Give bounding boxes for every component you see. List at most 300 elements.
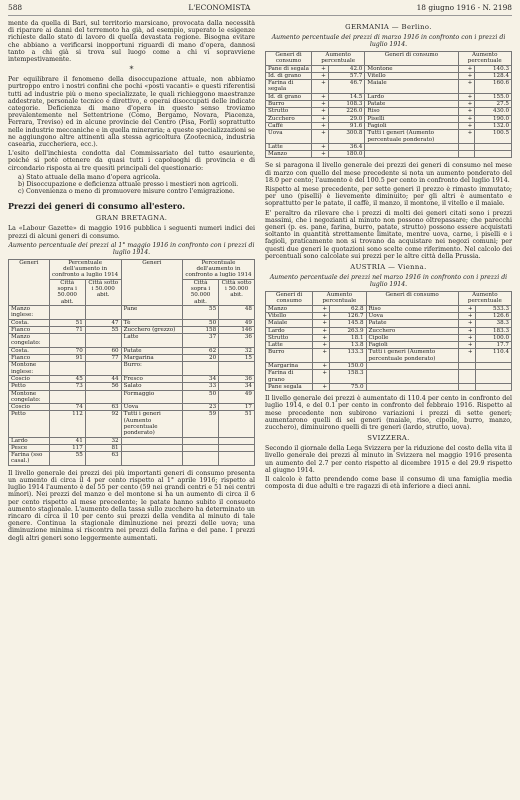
de-price-table: [265, 51, 512, 158]
table-cell: [475, 370, 511, 384]
table-row: [9, 355, 255, 362]
table-cell: 73: [49, 383, 85, 390]
table-cell: 46.7: [328, 80, 365, 94]
table-cell: [366, 370, 458, 384]
table-row: [266, 93, 512, 100]
country-heading: GERMANIA — Berlino.: [345, 23, 432, 31]
paragraph: Secondo il giornale della Lega Svizzera per la riduzione del costo della vita il livello generale dei prezzi al minuto in Svizzera nel maggio 1916 presenta un aumento del 2.7 per cento rispetto al dicembre 1915 e del 29.9 rispetto al giugno 1914.: [265, 445, 512, 474]
table-row: [266, 80, 512, 94]
table-cell: Formaggio: [121, 390, 182, 404]
table-row: [266, 342, 512, 349]
table-cell: Margarina: [266, 363, 313, 370]
table-cell: Montone congelato:: [9, 390, 50, 404]
table-cell: [85, 334, 121, 348]
table-row: [266, 72, 512, 79]
table-cell: 160.6: [475, 80, 512, 94]
table-cell: Tè: [121, 319, 182, 326]
table-cell: 57.7: [328, 72, 365, 79]
table-cell: Strutto: [266, 334, 313, 341]
table-cell: [365, 143, 458, 150]
table-cell: Riso: [365, 108, 458, 115]
table-cell: [49, 305, 85, 319]
table-cell: Maiale: [266, 320, 313, 327]
country-heading: GRAN BRETAGNA.: [95, 214, 168, 223]
paragraph: Il livello generale dei prezzi dei più importanti generi di consumo presenta un aumento di circa il 4 per cento rispetto al 1° aprile 1916; rispetto al luglio 1914 l'aumento è del 55 per cento (59 nei grandi centri e 51 nei centri minori). Nei prezzi del manzo e del montone si ha un aumento di circa il 6 per cento rispetto al mese precedente; le patate hanno subito il consueto aumento stagionale. L'aumento della tassa sullo zucchero ha determinato un rincaro di circa il 10 per cento sui prezzi della vendita al minuto di tale genere. Continua la stagionale diminuzione nei prezzi delle uova; una diminuzione minima si riscontra nei prezzi della farina e del pane. I prezzi degli altri generi sono leggermente aumentati.: [8, 469, 255, 542]
table-cell: 49: [219, 390, 255, 404]
table-row: [9, 444, 255, 451]
table-cell: 180.0: [328, 151, 365, 158]
table-cell: 44: [85, 375, 121, 382]
table-cell: +: [313, 342, 330, 349]
section-title: Prezzi dei generi di consumo all'estero.: [8, 201, 185, 212]
table-cell: Lardo: [266, 327, 313, 334]
table-cell: 37: [182, 334, 218, 348]
table-cell: Caffè: [266, 122, 312, 129]
table-cell: 263.9: [330, 327, 366, 334]
table-cell: [121, 452, 182, 466]
table-cell: +: [458, 327, 475, 334]
table-cell: Uova: [121, 404, 182, 411]
table-cell: Patate: [365, 101, 458, 108]
table-cell: 42.0: [328, 65, 365, 72]
table-cell: 56: [85, 383, 121, 390]
table-row: [266, 108, 512, 115]
table-cell: +: [458, 80, 475, 94]
paragraph: Rispetto al mese precedente, per sette generi il prezzo è rimasto immutato; per uno (piselli) è lievemente diminuito; per gli altri è aumentato e soprattutto per le patate, il caffè, il manzo, il montone, il vitello e il maiale.: [265, 186, 512, 208]
table-cell: +: [458, 320, 475, 327]
table-cell: 50: [182, 319, 218, 326]
country-heading: SVIZZERA.: [367, 434, 410, 443]
table-cell: +: [458, 342, 475, 349]
table-cell: 51: [219, 411, 255, 437]
table-cell: 59: [182, 411, 218, 437]
table-cell: [121, 444, 182, 451]
table-cell: Tutti i generi (Aumento percentuale ponderato): [365, 130, 458, 144]
table-cell: 38.3: [475, 320, 511, 327]
table-cell: 533.3: [475, 305, 511, 312]
table-cell: Latte: [266, 342, 313, 349]
table-cell: [182, 362, 218, 376]
table-cell: 145.8: [330, 320, 366, 327]
table-cell: 71: [49, 326, 85, 333]
table-cell: Zucchero: [266, 115, 312, 122]
table-cell: +: [313, 334, 330, 341]
table-cell: 50: [182, 390, 218, 404]
table-cell: Coscio: [9, 375, 50, 382]
table-cell: 70: [49, 347, 85, 354]
table-cell: Petto: [9, 383, 50, 390]
page-header: [8, 3, 512, 16]
table-cell: [458, 383, 475, 390]
table-cell: 146: [219, 326, 255, 333]
table-row: [266, 327, 512, 334]
table-cell: 45: [49, 375, 85, 382]
column-header: Generi di consumo: [366, 292, 458, 306]
table-cell: 34: [219, 383, 255, 390]
table-cell: Zucchero: [366, 327, 458, 334]
table-cell: 41: [49, 437, 85, 444]
table-cell: [49, 390, 85, 404]
table-cell: Coscio: [9, 404, 50, 411]
paragraph: E' peraltro da rilevare che i prezzi di molti dei generi citati sono i prezzi massimi, che i negozianti al minuto non possono oltrepassare; che parecchi generi (p. es. pane, farina, burro, patate, strutto) possono essere acquistati soltanto in quantità strettamente limitate, mentre uova, carne, i piselli e i fagioli, praticamente non si trovano da acquistare nei negozi comuni; per questi due generi le quotazioni sono scelte come riferimento. Nel calcolo dei percentuali sono calcolate sui prezzi per le altre città della Prussia.: [265, 209, 512, 260]
table-cell: +: [313, 370, 330, 384]
table-cell: 34: [182, 375, 218, 382]
table-cell: 15: [219, 355, 255, 362]
table-row: [9, 326, 255, 333]
table-row: [9, 305, 255, 319]
table-cell: Farina di grano: [266, 370, 313, 384]
table-cell: [182, 437, 218, 444]
paragraph: Il livello generale dei prezzi è aumentato di 110.4 per cento in confronto del luglio 1914, e del 0.1 per cento in confronto del febbraio 1916. Rispetto al mese precedente non subirono variazioni i prezzi di sette generi; aumentarono quelli di sei generi (maiale, riso, cipolle, burro, manzo, zucchero), diminuirono quelli di tre generi (lardo, strutto, uova).: [265, 395, 512, 432]
table-row: [9, 319, 255, 326]
table-cell: 51: [49, 319, 85, 326]
table-cell: Lardo: [9, 437, 50, 444]
table-cell: Vitello: [365, 72, 458, 79]
table-row: [9, 411, 255, 437]
table-cell: 77: [85, 355, 121, 362]
paragraph: Se si paragona il livello generale dei prezzi dei generi di consumo nel mese di marzo con quello del mese precedente si nota un aumento ponderato del 18.0 per cento; l'aumento è del 100.5 per cento in confronto del luglio 1914.: [265, 162, 512, 184]
table-cell: +: [458, 72, 475, 79]
table-row: [266, 349, 512, 363]
table-cell: Patate: [121, 347, 182, 354]
table-row: [266, 312, 512, 319]
column-header: Generi di consumo: [266, 292, 313, 306]
column-header: Aumento percentuale: [311, 52, 364, 66]
table-cell: 81: [85, 444, 121, 451]
table-cell: 47: [85, 319, 121, 326]
table-cell: [458, 143, 475, 150]
table-cell: Fianco: [9, 326, 50, 333]
questions-list: [8, 174, 255, 196]
table-cell: +: [313, 320, 330, 327]
table-row: [266, 143, 512, 150]
table-cell: 18.1: [330, 334, 366, 341]
list-item: a) Stato attuale della mano d'opera agricola.: [18, 173, 161, 181]
table-cell: 32: [219, 347, 255, 354]
table-cell: +: [311, 101, 328, 108]
table-cell: 128.4: [475, 72, 512, 79]
table-caption: Aumento percentuale dei prezzi al 1° maggio 1916 in confronto con i prezzi di luglio 1914.: [8, 241, 255, 256]
table-cell: [85, 362, 121, 376]
intro-paragraph: mente da quella di Bari, sul territorio marsicano, provocata dalla necessità di riparare ai danni del terremoto ha già, ad esempio, superato le esigenze richieste dallo stato di lavoro di quella devastata regione. Bisogna evitare che abbiano a verificarsi inopportuni riguardi di mano d'opera, dannosi tanto a chi già si trova sul luogo come a chi vi sopravviene intempestivamente.: [8, 20, 255, 64]
table-row: [9, 404, 255, 411]
table-cell: 126.7: [330, 312, 366, 319]
table-body: [266, 305, 512, 391]
table-cell: [85, 390, 121, 404]
table-cell: Burro:: [121, 362, 182, 376]
table-cell: 133.3: [330, 349, 366, 363]
page-number: 588: [8, 3, 23, 12]
table-cell: 100.0: [475, 334, 511, 341]
table-cell: [219, 452, 255, 466]
table-row: [9, 452, 255, 466]
column-header: Generi di consumo: [365, 52, 458, 66]
table-row: [266, 130, 512, 144]
table-cell: Patate: [366, 320, 458, 327]
table-row: [266, 334, 512, 341]
table-cell: Tutti i generi (Aumento percentuale ponderato): [121, 411, 182, 437]
table-cell: +: [311, 65, 328, 72]
table-cell: [219, 444, 255, 451]
table-cell: +: [458, 108, 475, 115]
journal-title: L'ECONOMISTA: [188, 3, 251, 12]
table-cell: 100.5: [475, 130, 512, 144]
table-cell: [475, 151, 512, 158]
table-cell: +: [311, 93, 328, 100]
table-cell: Id. di grano: [266, 93, 312, 100]
table-cell: 108.3: [328, 101, 365, 108]
table-cell: Uova: [266, 130, 312, 144]
table-cell: +: [311, 115, 328, 122]
table-cell: 55: [85, 326, 121, 333]
table-cell: +: [311, 130, 328, 144]
table-cell: 33: [182, 383, 218, 390]
table-cell: 110.4: [475, 349, 511, 363]
table-cell: +: [458, 101, 475, 108]
table-row: [9, 362, 255, 376]
table-row: [266, 122, 512, 129]
table-row: [266, 320, 512, 327]
table-cell: Fagioli: [366, 342, 458, 349]
table-cell: 91.6: [328, 122, 365, 129]
column-header: Generi: [9, 259, 50, 305]
table-cell: Salato: [121, 383, 182, 390]
paragraph: Il calcolo è fatto prendendo come base il consumo di una famiglia media composta di due adulti e tre ragazzi di età inferiore a dieci anni.: [265, 476, 512, 491]
table-cell: [219, 437, 255, 444]
table-row: [266, 305, 512, 312]
table-row: [266, 101, 512, 108]
table-cell: Vitello: [266, 312, 313, 319]
table-cell: Costa.: [9, 319, 50, 326]
table-cell: Margarina: [121, 355, 182, 362]
at-price-table: [265, 291, 512, 391]
table-cell: +: [458, 115, 475, 122]
table-cell: Lardo: [365, 93, 458, 100]
table-cell: 27.5: [475, 101, 512, 108]
table-cell: 74: [49, 404, 85, 411]
table-cell: [458, 151, 475, 158]
column-header: Città sotto i 50.000 abit.: [219, 279, 255, 305]
table-cell: 150.0: [330, 363, 366, 370]
column-header: Percentuale dell'aumento in confronto a luglio 1914: [182, 259, 254, 279]
table-cell: 155.0: [475, 93, 512, 100]
table-cell: 49: [219, 319, 255, 326]
section-separator: *: [129, 65, 134, 75]
table-row: [266, 65, 512, 72]
table-cell: 226.0: [328, 108, 365, 115]
table-cell: Costa.: [9, 347, 50, 354]
table-cell: +: [313, 312, 330, 319]
table-cell: Manzo inglese:: [9, 305, 50, 319]
table-cell: Montone inglese:: [9, 362, 50, 376]
column-header: Aumento percentuale: [313, 292, 366, 306]
table-cell: 55: [182, 305, 218, 319]
table-cell: +: [313, 327, 330, 334]
table-cell: 17: [219, 404, 255, 411]
column-header: Città sotto i 50.000 abit.: [85, 279, 121, 305]
table-cell: [182, 452, 218, 466]
table-row: [9, 347, 255, 354]
table-cell: Pesce: [9, 444, 50, 451]
table-cell: Burro: [266, 349, 313, 363]
table-cell: +: [311, 108, 328, 115]
table-cell: 91: [49, 355, 85, 362]
table-cell: 140.3: [475, 65, 512, 72]
table-cell: [458, 363, 475, 370]
table-row: [9, 383, 255, 390]
table-cell: [475, 143, 512, 150]
table-cell: Burro: [266, 101, 312, 108]
table-cell: [366, 383, 458, 390]
table-cell: 48: [219, 305, 255, 319]
table-cell: +: [313, 305, 330, 312]
column-header: Generi: [121, 259, 182, 305]
table-cell: 23: [182, 404, 218, 411]
table-row: [266, 370, 512, 384]
table-cell: +: [458, 93, 475, 100]
table-cell: 183.3: [475, 327, 511, 334]
table-cell: +: [313, 383, 330, 390]
column-header: Città sopra i 50.000 abit.: [49, 279, 85, 305]
table-cell: Tutti i generi (Aumento percentuale ponderato): [366, 349, 458, 363]
table-cell: 36: [219, 334, 255, 348]
table-cell: Cipolle: [366, 334, 458, 341]
table-cell: 63: [85, 452, 121, 466]
table-cell: [49, 362, 85, 376]
table-cell: [121, 437, 182, 444]
table-cell: Zucchero (grezzo): [121, 326, 182, 333]
table-cell: +: [311, 151, 328, 158]
table-cell: Id. di grano: [266, 72, 312, 79]
table-cell: Fagioli: [365, 122, 458, 129]
column-header: Generi di consumo: [266, 52, 312, 66]
country-heading: AUSTRIA — Vienna.: [350, 263, 427, 272]
table-cell: 430.0: [475, 108, 512, 115]
table-cell: [475, 383, 511, 390]
paragraph: La «Labour Gazette» di maggio 1916 pubblica i seguenti numeri indici dei prezzi di alcuni generi di consumo.: [8, 225, 255, 240]
table-cell: +: [458, 334, 475, 341]
table-cell: 75.0: [330, 383, 366, 390]
table-cell: Manzo: [266, 151, 312, 158]
column-header: Aumento percentuale: [458, 52, 512, 66]
table-cell: +: [458, 65, 475, 72]
table-cell: 14.5: [328, 93, 365, 100]
table-cell: 36: [219, 375, 255, 382]
table-body: [9, 305, 255, 465]
issue-date: 18 giugno 1916 - N. 2198: [416, 3, 512, 12]
table-cell: +: [458, 130, 475, 144]
table-cell: 158.3: [330, 370, 366, 384]
table-cell: +: [311, 72, 328, 79]
table-cell: [219, 362, 255, 376]
table-cell: Strutto: [266, 108, 312, 115]
table-cell: Latte: [121, 334, 182, 348]
table-row: [9, 437, 255, 444]
table-cell: Farina di segala: [266, 80, 312, 94]
table-cell: 20: [182, 355, 218, 362]
list-item: b) Disoccupazione e deficienza attuale presso i mestieri non agricoli.: [18, 181, 239, 189]
left-column: [8, 20, 255, 795]
table-cell: Fresco: [121, 375, 182, 382]
table-cell: Piselli: [365, 115, 458, 122]
table-cell: 63: [85, 404, 121, 411]
table-cell: [365, 151, 458, 158]
table-cell: 126.6: [475, 312, 511, 319]
table-cell: 190.0: [475, 115, 512, 122]
list-item: c) Convenienza o meno di promuovere misure contro l'emigrazione.: [18, 188, 235, 196]
column-header: Città sopra i 50.000 abit.: [182, 279, 218, 305]
table-cell: [85, 305, 121, 319]
table-cell: Pane di segala: [266, 65, 312, 72]
table-cell: +: [313, 349, 330, 363]
table-row: [266, 115, 512, 122]
table-cell: 117: [49, 444, 85, 451]
table-row: [9, 334, 255, 348]
table-cell: 92: [85, 411, 121, 437]
table-cell: +: [458, 349, 475, 363]
table-body: [266, 65, 512, 158]
table-cell: Pane: [121, 305, 182, 319]
table-cell: +: [311, 143, 328, 150]
table-cell: Riso: [366, 305, 458, 312]
table-cell: +: [313, 363, 330, 370]
table-cell: 29.0: [328, 115, 365, 122]
table-row: [9, 390, 255, 404]
gb-price-table: [8, 259, 255, 466]
column-header: Percentuale dell'aumento in confronto a luglio 1914: [49, 259, 121, 279]
paragraph: L'esito dell'inchiesta condotta dal Commissariato del tutto esauriente, poiché si potè ottenere da quasi tutti i capoluoghi di provincia e di circondario risposta ai tre quesiti principali del questionario:: [8, 150, 255, 172]
table-cell: 13.8: [330, 342, 366, 349]
table-cell: 62.8: [330, 305, 366, 312]
table-cell: [458, 370, 475, 384]
table-cell: Maiale: [365, 80, 458, 94]
right-column: [265, 20, 512, 795]
table-cell: 32: [85, 437, 121, 444]
table-cell: 112: [49, 411, 85, 437]
table-row: [266, 383, 512, 390]
table-cell: [49, 334, 85, 348]
table-caption: Aumento percentuale dei prezzi nel marzo 1916 in confronto con i prezzi di luglio 1914.: [269, 274, 508, 289]
table-row: [266, 151, 512, 158]
table-cell: 158: [182, 326, 218, 333]
table-cell: +: [458, 122, 475, 129]
table-cell: 55: [49, 452, 85, 466]
table-row: [266, 363, 512, 370]
table-cell: 17.7: [475, 342, 511, 349]
table-cell: +: [311, 122, 328, 129]
column-header: Aumento percentuale: [458, 292, 511, 306]
table-cell: Uova: [366, 312, 458, 319]
table-cell: Manzo congelato:: [9, 334, 50, 348]
table-cell: 60: [85, 347, 121, 354]
table-cell: Montone: [365, 65, 458, 72]
table-cell: +: [311, 80, 328, 94]
table-cell: [182, 444, 218, 451]
table-cell: Latte: [266, 143, 312, 150]
table-caption: Aumento percentuale dei prezzi di marzo 1916 in confronto con i prezzi di luglio 1914.: [271, 34, 506, 48]
table-cell: Fianco: [9, 355, 50, 362]
table-cell: Petto: [9, 411, 50, 437]
table-cell: Pane segala: [266, 383, 313, 390]
table-cell: 62: [182, 347, 218, 354]
table-cell: 132.0: [475, 122, 512, 129]
table-cell: Manzo: [266, 305, 313, 312]
table-cell: [475, 363, 511, 370]
paragraph: Per equilibrare il fenomeno della disoccupazione attuale, non abbiamo purtroppo entro i nostri confini che pochi «posti vacanti» e questi riferentisi tutti ad industrie più o meno specializzate, le quali richieggono maestranze addestrate, personale tecnico e direttivo, e operai disoccupati delle indicate categorie. Deficienza di mano d'opera in questo senso troviamo prevalentemente nel Settentrione (Como, Bergamo, Novara, Piacenza, Ferrara, Treviso) ed in alcune provincie del Centro (Pisa, Forlì) soprattutto nelle industrie meccaniche e in quella mineraria; a queste specializzazioni se ne aggiungono altre attinenti alla stessa agricoltura (Zootecnica, industria casearia, zuccheriera, ecc.).: [8, 76, 255, 149]
table-cell: +: [458, 312, 475, 319]
table-cell: +: [458, 305, 475, 312]
table-cell: 300.8: [328, 130, 365, 144]
